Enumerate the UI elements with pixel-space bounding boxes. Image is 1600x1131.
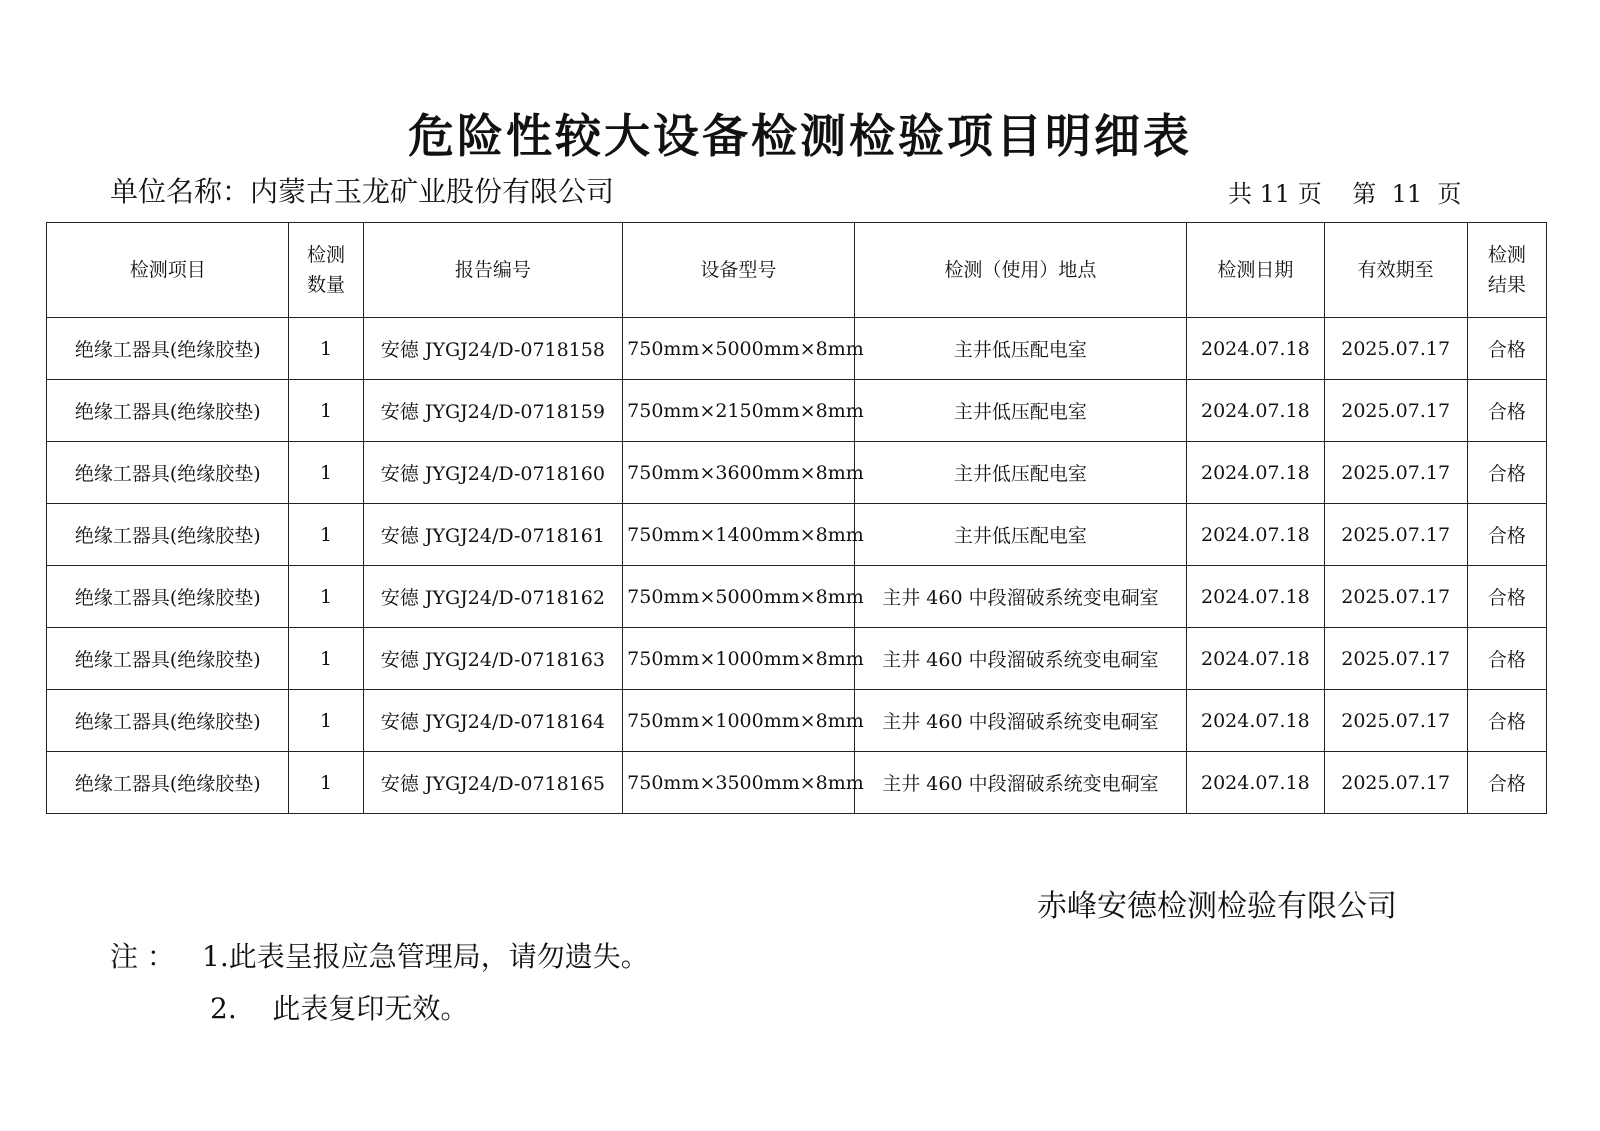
table-row [47, 690, 1547, 752]
table-row [47, 442, 1547, 504]
cell-report-no: 安德 JYGJ24/D-0718164 [363, 690, 623, 752]
document-title: 危险性较大设备检测检验项目明细表 [408, 109, 1192, 163]
table-row [47, 504, 1547, 566]
cell-test-date: 2024.07.18 [1187, 318, 1324, 380]
cell-model: 750mm×5000mm×8mm [623, 566, 854, 628]
cell-item: 绝缘工器具(绝缘胶垫) [47, 566, 289, 628]
cell-result: 合格 [1467, 318, 1546, 380]
cell-model: 750mm×2150mm×8mm [623, 380, 854, 442]
cell-item: 绝缘工器具(绝缘胶垫) [47, 318, 289, 380]
table-header-row [47, 223, 1547, 318]
cell-test-date: 2024.07.18 [1187, 690, 1324, 752]
cell-qty: 1 [289, 318, 363, 380]
inspection-table [46, 222, 1547, 814]
cell-report-no: 安德 JYGJ24/D-0718159 [363, 380, 623, 442]
cell-location: 主井 460 中段溜破系统变电硐室 [854, 628, 1187, 690]
cell-qty: 1 [289, 628, 363, 690]
table-row [47, 628, 1547, 690]
cell-report-no: 安德 JYGJ24/D-0718163 [363, 628, 623, 690]
cell-valid-until: 2025.07.17 [1324, 566, 1467, 628]
cell-valid-until: 2025.07.17 [1324, 752, 1467, 814]
cell-model: 750mm×3500mm×8mm [623, 752, 854, 814]
cell-test-date: 2024.07.18 [1187, 380, 1324, 442]
cell-report-no: 安德 JYGJ24/D-0718160 [363, 442, 623, 504]
cell-result: 合格 [1467, 504, 1546, 566]
header-location: 检测（使用）地点 [854, 223, 1187, 318]
cell-test-date: 2024.07.18 [1187, 566, 1324, 628]
cell-location: 主井 460 中段溜破系统变电硐室 [854, 566, 1187, 628]
cell-result: 合格 [1467, 628, 1546, 690]
header-qty-line2: 数量 [307, 274, 346, 296]
header-valid-until: 有效期至 [1324, 223, 1467, 318]
cell-model: 750mm×1000mm×8mm [623, 690, 854, 752]
cell-result: 合格 [1467, 566, 1546, 628]
table-row [47, 380, 1547, 442]
cell-report-no: 安德 JYGJ24/D-0718165 [363, 752, 623, 814]
table-row [47, 566, 1547, 628]
cell-qty: 1 [289, 442, 363, 504]
cell-result: 合格 [1467, 752, 1546, 814]
header-qty [289, 223, 363, 318]
issuing-company: 赤峰安德检测检验有限公司 [1037, 889, 1397, 924]
cell-location: 主井 460 中段溜破系统变电硐室 [854, 690, 1187, 752]
header-qty-line1: 检测 [307, 244, 346, 266]
cell-location: 主井低压配电室 [854, 318, 1187, 380]
cell-qty: 1 [289, 504, 363, 566]
header-model: 设备型号 [623, 223, 854, 318]
cell-qty: 1 [289, 752, 363, 814]
header-test-date: 检测日期 [1187, 223, 1324, 318]
cell-valid-until: 2025.07.17 [1324, 442, 1467, 504]
table-row [47, 752, 1547, 814]
cell-result: 合格 [1467, 690, 1546, 752]
cell-test-date: 2024.07.18 [1187, 628, 1324, 690]
header-item: 检测项目 [47, 223, 289, 318]
cell-test-date: 2024.07.18 [1187, 752, 1324, 814]
cell-item: 绝缘工器具(绝缘胶垫) [47, 504, 289, 566]
note-line-2: 2. 此表复印无效。 [210, 992, 469, 1025]
cell-report-no: 安德 JYGJ24/D-0718162 [363, 566, 623, 628]
cell-valid-until: 2025.07.17 [1324, 504, 1467, 566]
cell-model: 750mm×1000mm×8mm [623, 628, 854, 690]
cell-report-no: 安德 JYGJ24/D-0718158 [363, 318, 623, 380]
cell-test-date: 2024.07.18 [1187, 504, 1324, 566]
notes-label: 注 ： [110, 940, 175, 973]
header-result [1467, 223, 1546, 318]
cell-item: 绝缘工器具(绝缘胶垫) [47, 690, 289, 752]
header-result-line2: 结果 [1487, 274, 1526, 296]
cell-location: 主井低压配电室 [854, 442, 1187, 504]
cell-qty: 1 [289, 690, 363, 752]
note-line-1: 1.此表呈报应急管理局，请勿遗失。 [202, 940, 649, 973]
cell-location: 主井低压配电室 [854, 504, 1187, 566]
cell-item: 绝缘工器具(绝缘胶垫) [47, 752, 289, 814]
header-report-no: 报告编号 [363, 223, 623, 318]
page-info: 共 11 页 第 11 页 [1228, 180, 1462, 208]
header-result-line1: 检测 [1487, 244, 1526, 266]
cell-qty: 1 [289, 380, 363, 442]
cell-report-no: 安德 JYGJ24/D-0718161 [363, 504, 623, 566]
cell-valid-until: 2025.07.17 [1324, 628, 1467, 690]
cell-model: 750mm×5000mm×8mm [623, 318, 854, 380]
cell-item: 绝缘工器具(绝缘胶垫) [47, 442, 289, 504]
table-row [47, 318, 1547, 380]
cell-valid-until: 2025.07.17 [1324, 380, 1467, 442]
cell-valid-until: 2025.07.17 [1324, 690, 1467, 752]
cell-item: 绝缘工器具(绝缘胶垫) [47, 380, 289, 442]
cell-qty: 1 [289, 566, 363, 628]
cell-model: 750mm×1400mm×8mm [623, 504, 854, 566]
cell-result: 合格 [1467, 442, 1546, 504]
cell-test-date: 2024.07.18 [1187, 442, 1324, 504]
cell-location: 主井 460 中段溜破系统变电硐室 [854, 752, 1187, 814]
cell-item: 绝缘工器具(绝缘胶垫) [47, 628, 289, 690]
unit-name: 单位名称：内蒙古玉龙矿业股份有限公司 [110, 175, 615, 208]
cell-valid-until: 2025.07.17 [1324, 318, 1467, 380]
cell-location: 主井低压配电室 [854, 380, 1187, 442]
cell-model: 750mm×3600mm×8mm [623, 442, 854, 504]
cell-result: 合格 [1467, 380, 1546, 442]
